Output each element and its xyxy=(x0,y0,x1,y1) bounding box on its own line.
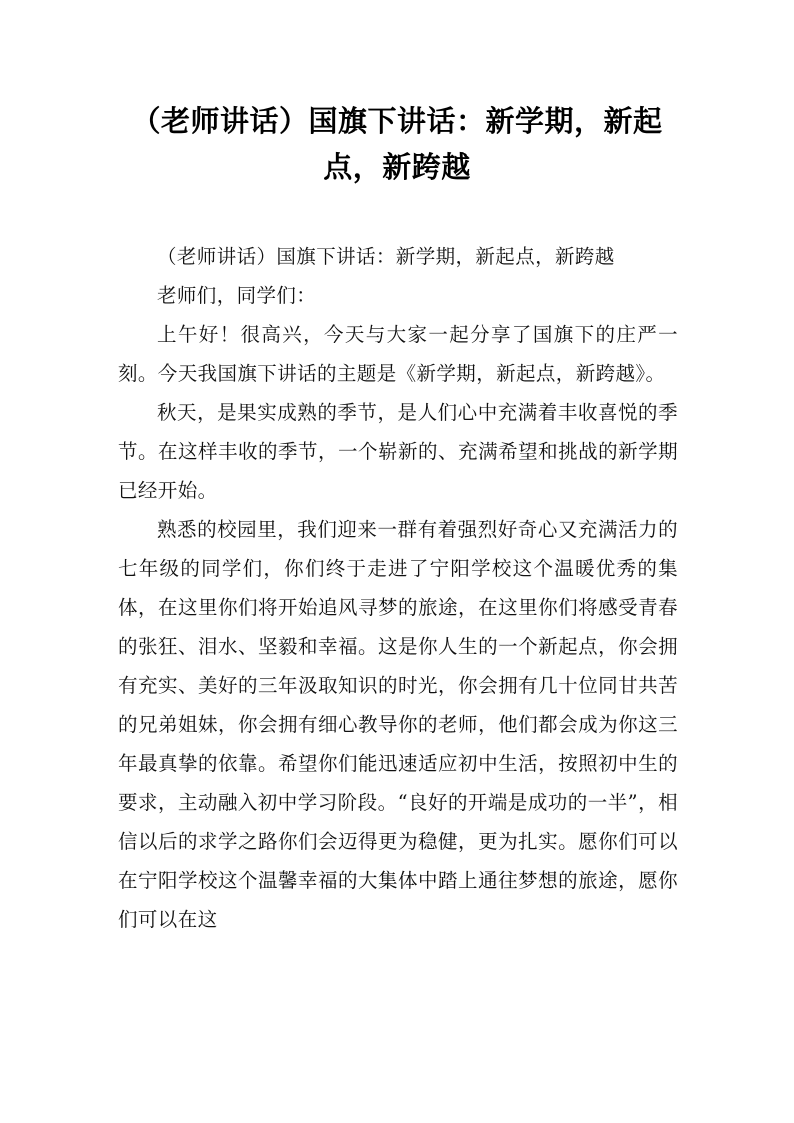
paragraph-campus: 熟悉的校园里，我们迎来一群有着强烈好奇心又充满活力的七年级的同学们，你们终于走进了宁阳学校这个温暖优秀的集体，在这里你们将开始追风寻梦的旅途，在这里你们将感受青春的张狂、泪水、坚毅和幸福。这是你人生的一个新起点，你会拥有充实、美好的三年汲取知识的时光，你会拥有几十位同甘共苦的兄弟姐妹，你会拥有细心教导你的老师，他们都会成为你这三年最真挚的依靠。希望你们能迅速适应初中生活，按照初中生的要求，主动融入初中学习阶段。“良好的开端是成功的一半”，相信以后的求学之路你们会迈得更为稳健，更为扎实。愿你们可以在宁阳学校这个温馨幸福的大集体中踏上通往梦想的旅途，愿你们可以在这 xyxy=(118,518,678,931)
document-body xyxy=(118,237,678,939)
document-title: （老师讲话）国旗下讲话：新学期，新起点，新跨越 xyxy=(131,104,663,184)
paragraph-greeting: 上午好！很高兴，今天与大家一起分享了国旗下的庄严一刻。今天我国旗下讲话的主题是《新学期，新起点，新跨越》。 xyxy=(118,323,678,385)
paragraph-salutation: 老师们，同学们： xyxy=(157,284,317,307)
paragraph-autumn: 秋天，是果实成熟的季节，是人们心中充满着丰收喜悦的季节。在这样丰收的季节，一个崭新的、充满希望和挑战的新学期已经开始。 xyxy=(118,401,678,502)
paragraph-heading-repeat: （老师讲话）国旗下讲话：新学期，新起点，新跨越 xyxy=(157,245,615,268)
